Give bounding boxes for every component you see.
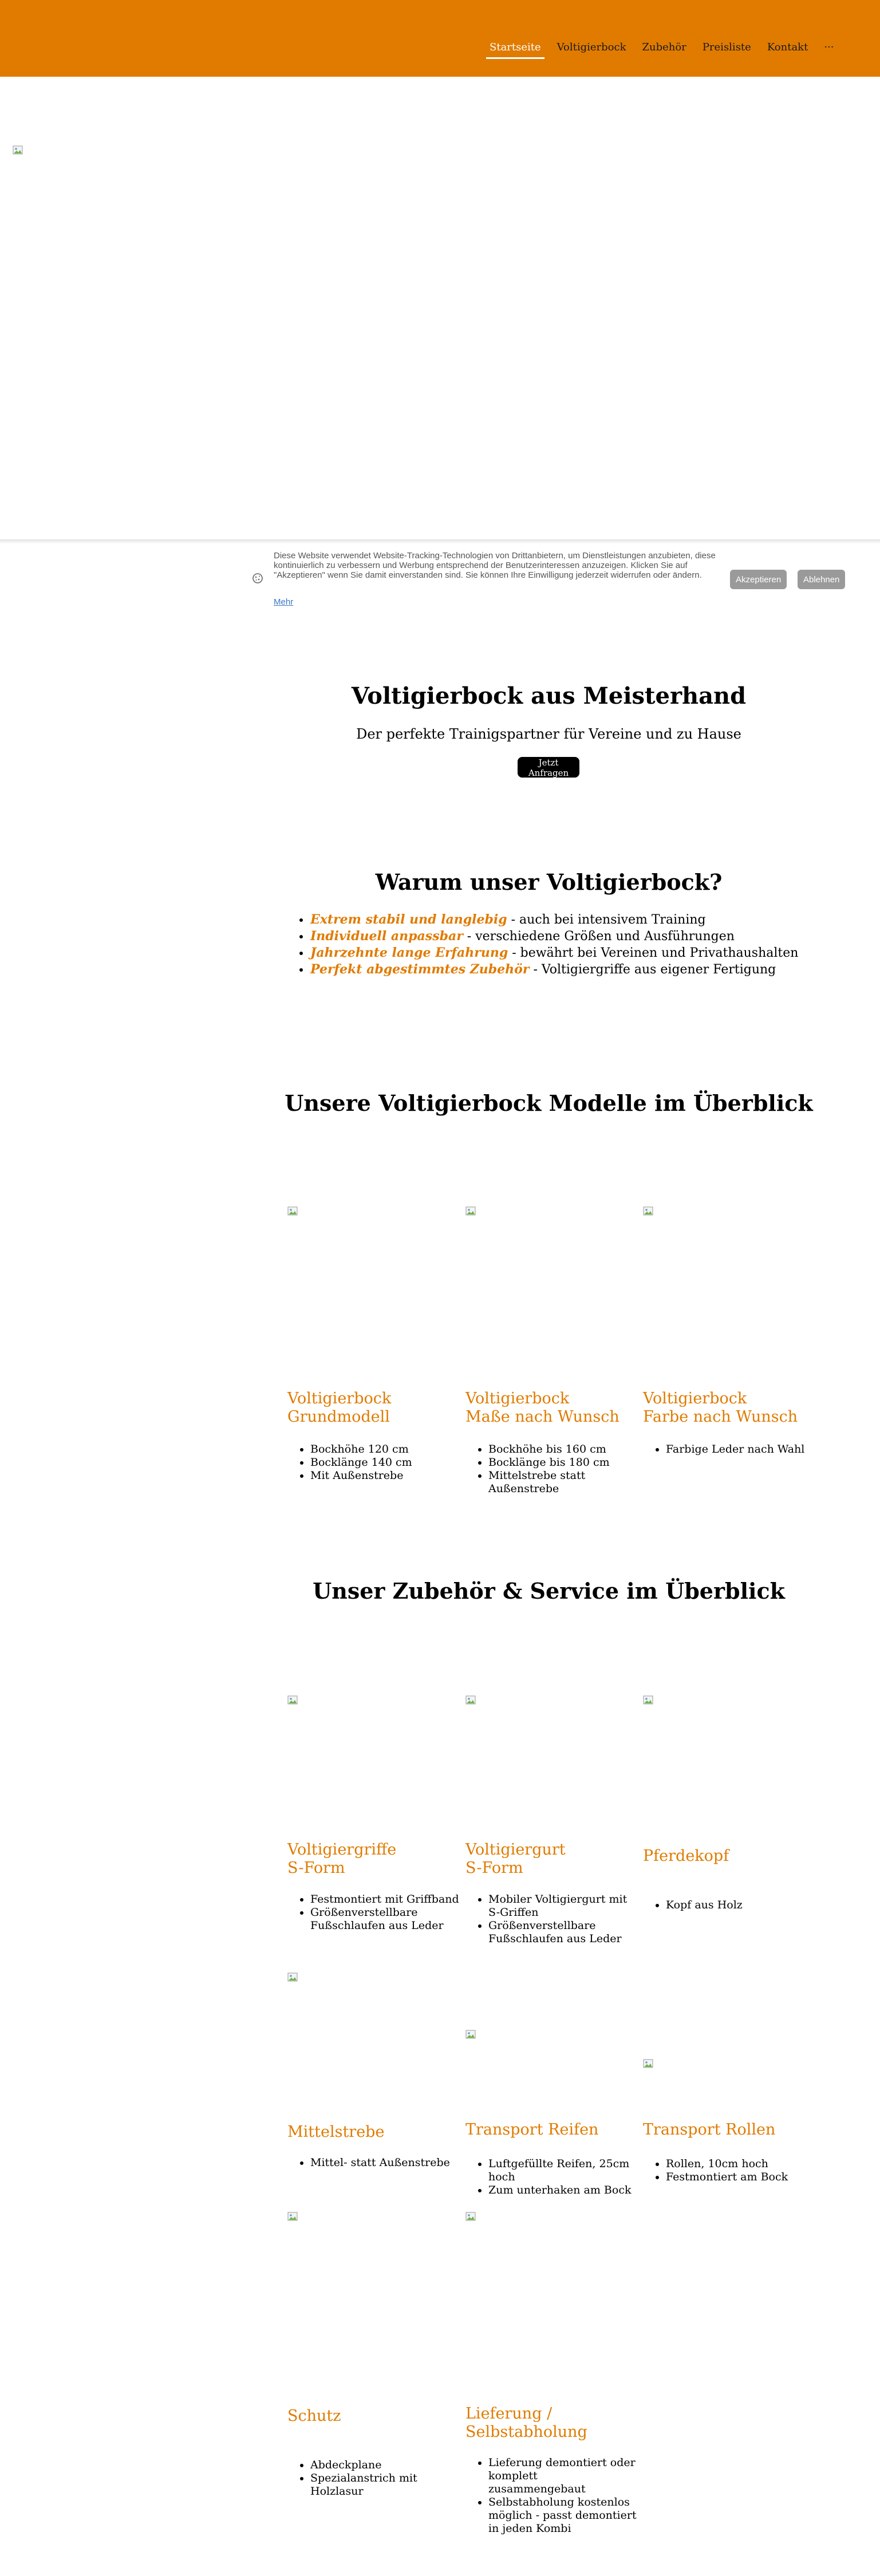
accessories-title: Unser Zubehör & Service im Überblick [313, 1578, 785, 1604]
cookie-text: Diese Website verwendet Website-Tracking-Technologien von Drittanbietern, um Dienstleistungen anzubieten, diese kontinuierlich zu verbessern und Werbung entsprechend der Benutzerinteressen anzuzeigen. Klicken Sie auf "Akzeptieren" wenn Sie damit einverstanden sind. Sie können Ihre Einwilligung jederzeit widerrufen oder ändern. [274, 551, 716, 580]
image-placeholder-icon [643, 1695, 653, 1705]
image-placeholder-icon [465, 1695, 476, 1705]
cookie-decline-button[interactable]: Ablehnen [798, 570, 845, 589]
site-header [0, 0, 880, 77]
model-card-list: • Bockhöhe bis 160 cm • Bocklänge bis 180 cm • Mittelstrebe statt Außenstrebe [465, 1443, 637, 1496]
image-placeholder-icon [287, 1695, 298, 1705]
image-placeholder-icon [287, 2211, 298, 2222]
why-item: • Individuell anpassbar - verschiedene Größen und Ausführungen [310, 928, 798, 945]
image-placeholder-icon [643, 1206, 653, 1216]
accessory-card-title: Pferdekopf [643, 1847, 729, 1865]
accessory-card-title: Transport Reifen [465, 2121, 599, 2139]
why-item: • Extrem stabil und langlebig - auch bei intensivem Training [310, 912, 798, 928]
image-placeholder-icon [287, 1972, 298, 1982]
model-card-title: Voltigierbock Grundmodell [287, 1390, 392, 1426]
nav-item-voltigierbock[interactable]: Voltigierbock [557, 41, 626, 53]
image-placeholder-icon [465, 2211, 476, 2222]
image-placeholder-icon [287, 1206, 298, 1216]
model-card-title: Voltigierbock Farbe nach Wunsch [643, 1390, 798, 1426]
model-card-list: • Bockhöhe 120 cm • Bocklänge 140 cm • Mit Außenstrebe [287, 1443, 459, 1482]
main-nav [490, 40, 850, 57]
cookie-accept-button[interactable]: Akzeptieren [730, 570, 787, 589]
accessory-card-title: Voltigiergurt S-Form [465, 1841, 566, 1877]
hero-image-placeholder-icon [13, 145, 23, 155]
inquiry-button[interactable]: Jetzt Anfragen [518, 757, 579, 778]
why-item: • Perfekt abgestimmtes Zubehör - Voltigiergriffe aus eigener Fertigung [310, 961, 798, 978]
accessory-card-list: • Mittel- statt Außenstrebe [287, 2156, 459, 2169]
accessory-card-list: • Mobiler Voltigiergurt mit S-Griffen • Größenverstellbare Fußschlaufen aus Leder [465, 1893, 637, 1946]
nav-more-menu[interactable]: ··· [824, 41, 834, 53]
cookie-more-link[interactable]: Mehr [274, 597, 294, 607]
why-list [297, 912, 798, 978]
accessory-card-title: Mittelstrebe [287, 2123, 385, 2141]
nav-item-startseite[interactable]: Startseite [490, 41, 541, 57]
image-placeholder-icon [465, 2029, 476, 2040]
page-title: Voltigierbock aus Meisterhand [351, 683, 747, 709]
model-card-list: • Farbige Leder nach Wahl [643, 1443, 815, 1456]
nav-item-preisliste[interactable]: Preisliste [702, 41, 751, 53]
model-card-title: Voltigierbock Maße nach Wunsch [465, 1390, 619, 1426]
hero-divider [0, 539, 880, 544]
accessory-card-list: • Festmontiert mit Griffband • Größenverstellbare Fußschlaufen aus Leder [287, 1893, 459, 1932]
accessory-card-title: Transport Rollen [643, 2121, 776, 2139]
image-placeholder-icon [643, 2058, 653, 2069]
nav-item-zubehoer[interactable]: Zubehör [642, 41, 686, 53]
models-title: Unsere Voltigierbock Modelle im Überblick [285, 1090, 813, 1116]
accessory-card-list: • Luftgefüllte Reifen, 25cm hoch • Zum unterhaken am Bock [465, 2157, 637, 2197]
accessory-card-list: • Kopf aus Holz [643, 1899, 815, 1912]
accessory-card-list: • Rollen, 10cm hoch • Festmontiert am Bock [643, 2157, 815, 2184]
why-item: • Jahrzehnte lange Erfahrung - bewährt bei Vereinen und Privathaushalten [310, 945, 798, 961]
why-title: Warum unser Voltigierbock? [375, 869, 723, 895]
cookie-icon [252, 573, 263, 584]
accessory-card-title: Voltigiergriffe S-Form [287, 1841, 397, 1877]
hero-subtitle: Der perfekte Trainigspartner für Vereine und zu Hause [356, 726, 741, 742]
image-placeholder-icon [465, 1206, 476, 1216]
accessory-card-title: Lieferung / Selbstabholung [465, 2405, 587, 2441]
accessory-card-list: • Lieferung demontiert oder komplett zusammengebaut • Selbstabholung kostenlos möglich - passt demontiert in jeden Kombi [465, 2456, 637, 2535]
nav-item-kontakt[interactable]: Kontakt [767, 41, 808, 53]
accessory-card-title: Schutz [287, 2407, 341, 2425]
accessory-card-list: • Abdeckplane • Spezialanstrich mit Holzlasur [287, 2459, 459, 2498]
